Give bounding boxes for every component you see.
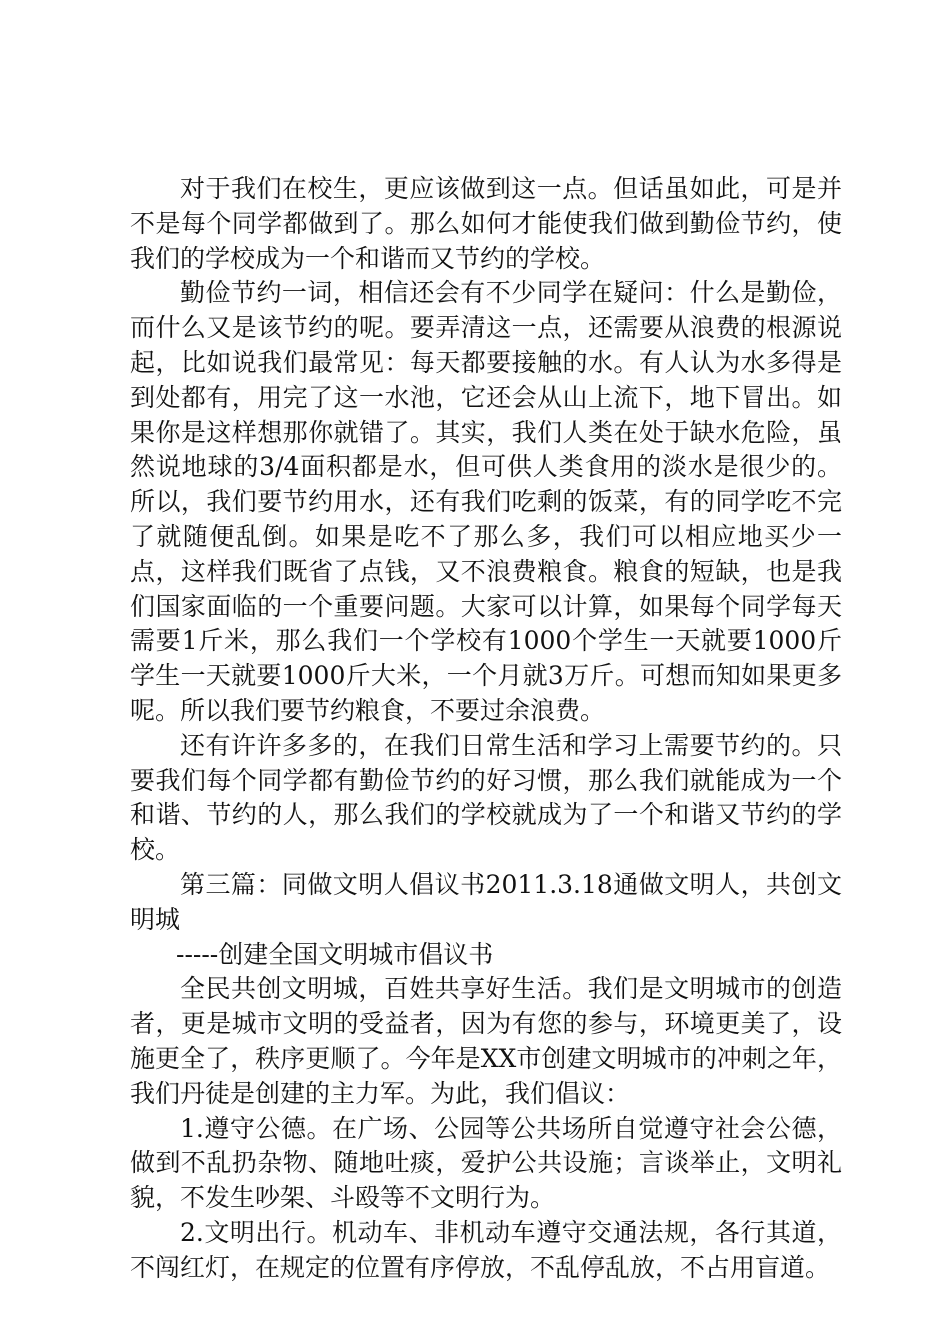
paragraph-civilized-city-intro: 全民共创文明城，百姓共享好生活。我们是文明城市的创造者，更是城市文明的受益者，因为有您的参与，环境更美了，设施更全了，秩序更顺了。今年是XX市创建文明城市的冲刺之年，我们丹徒是创建的主力军。为此，我们倡议： [130, 974, 842, 1108]
document-page [130, 172, 842, 1286]
list-item-civilized-travel: 2.文明出行。机动车、非机动车遵守交通法规，各行其道，不闯红灯，在规定的位置有序停放，不乱停乱放，不占用盲道。 [130, 1217, 842, 1282]
paragraph-frugality-water-food: 勤俭节约一词，相信还会有不少同学在疑问：什么是勤俭，而什么又是该节约的呢。要弄清这一点，还需要从浪费的根源说起，比如说我们最常见：每天都要接触的水。有人认为水多得是到处都有，用完了这一水池，它还会从山上流下，地下冒出。如果你是这样想那你就错了。其实，我们人类在处于缺水危险，虽然说地球的3/4面积都是水，但可供人类食用的淡水是很少的。所以，我们要节约用水，还有我们吃剩的饭菜，有的同学吃不完了就随便乱倒。如果是吃不了那么多，我们可以相应地买少一点，这样我们既省了点钱，又不浪费粮食。粮食的短缺，也是我们国家面临的一个重要问题。大家可以计算，如果每个同学每天需要1斤米，那么我们一个学校有1000个学生一天就要1000斤学生一天就要1000斤大米，一个月就3万斤。可想而知如果更多呢。所以我们要节约粮食，不要过余浪费。 [130, 278, 842, 725]
paragraph-frugality-conclusion: 还有许许多多的，在我们日常生活和学习上需要节约的。只要我们每个同学都有勤俭节约的好习惯，那么我们就能成为一个和谐、节约的人，那么我们的学校就成为了一个和谐又节约的学校。 [130, 730, 842, 865]
section-subtitle: -----创建全国文明城市倡议书 [176, 939, 494, 969]
list-item-public-morality: 1.遵守公德。在广场、公园等公共场所自觉遵守社会公德，做到不乱扔杂物、随地吐痰，爱护公共设施；言谈举止，文明礼貌，不发生吵架、斗殴等不文明行为。 [130, 1113, 842, 1213]
section-heading-part-three: 第三篇：同做文明人倡议书2011.3.18通做文明人，共创文明城 [130, 869, 842, 934]
paragraph-frugality-students: 对于我们在校生，更应该做到这一点。但话虽如此，可是并不是每个同学都做到了。那么如何才能使我们做到勤俭节约，使我们的学校成为一个和谐而又节约的学校。 [130, 174, 842, 273]
